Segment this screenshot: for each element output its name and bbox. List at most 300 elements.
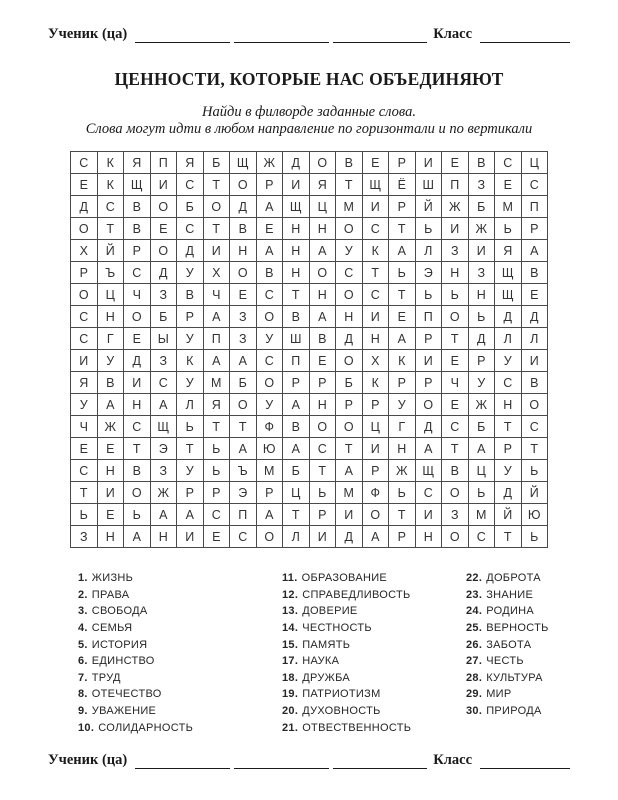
grid-cell: Д — [283, 152, 310, 174]
word-label: СЕМЬЯ — [91, 622, 133, 635]
word-number: 18. — [282, 671, 299, 684]
word-number: 5. — [78, 638, 88, 651]
grid-cell: Ь — [416, 218, 443, 240]
grid-cell: Ь — [469, 482, 496, 504]
grid-cell: Ш — [416, 174, 443, 196]
grid-cell: Д — [124, 350, 151, 372]
word-list-item — [466, 653, 549, 670]
word-number: 23. — [466, 588, 483, 601]
grid-cell: Ц — [98, 284, 125, 306]
grid-cell: Т — [204, 416, 231, 438]
grid-cell: Щ — [495, 262, 522, 284]
grid-cell: О — [336, 284, 363, 306]
grid-cell: С — [71, 306, 98, 328]
grid-cell: У — [257, 394, 284, 416]
grid-cell: С — [442, 416, 469, 438]
word-list-item — [78, 587, 282, 604]
grid-cell: А — [310, 240, 337, 262]
grid-cell: Д — [336, 328, 363, 350]
grid-cell: С — [98, 196, 125, 218]
grid-cell: И — [416, 152, 443, 174]
class-blank — [480, 754, 570, 769]
grid-cell: И — [98, 482, 125, 504]
grid-cell: Я — [310, 174, 337, 196]
word-list-item — [282, 603, 466, 620]
grid-cell: М — [336, 482, 363, 504]
grid-cell: Р — [257, 174, 284, 196]
student-name-blank — [135, 754, 230, 769]
grid-cell: Д — [177, 240, 204, 262]
word-label: ПРАВА — [91, 588, 130, 601]
grid-cell: П — [522, 196, 549, 218]
grid-cell: Д — [336, 526, 363, 548]
word-number: 26. — [466, 638, 483, 651]
student-name-blank — [333, 28, 428, 43]
word-list-item — [282, 703, 466, 720]
student-name-blank — [234, 754, 329, 769]
word-list-item — [282, 587, 466, 604]
word-label: РОДИНА — [486, 605, 535, 618]
grid-cell: Х — [71, 240, 98, 262]
grid-cell: О — [257, 526, 284, 548]
grid-cell: Ж — [257, 152, 284, 174]
grid-cell: Я — [124, 152, 151, 174]
grid-cell: Р — [310, 504, 337, 526]
grid-cell: Ь — [310, 482, 337, 504]
word-list-item — [466, 620, 549, 637]
grid-cell: Т — [283, 284, 310, 306]
grid-cell: Т — [495, 526, 522, 548]
grid-cell: О — [124, 306, 151, 328]
word-label: ДРУЖБА — [302, 671, 351, 684]
grid-cell: Р — [389, 196, 416, 218]
grid-cell: Е — [71, 174, 98, 196]
grid-cell: У — [336, 240, 363, 262]
grid-cell: В — [336, 152, 363, 174]
word-number: 20. — [282, 705, 299, 718]
grid-cell: С — [257, 350, 284, 372]
grid-cell: И — [522, 350, 549, 372]
grid-cell: У — [469, 372, 496, 394]
word-list-item — [78, 653, 282, 670]
grid-cell: З — [151, 350, 178, 372]
grid-cell: О — [522, 394, 549, 416]
grid-cell: Е — [310, 350, 337, 372]
grid-cell: Н — [363, 328, 390, 350]
grid-cell: И — [204, 240, 231, 262]
word-label: СВОБОДА — [91, 605, 148, 618]
footer-form-line — [48, 752, 570, 769]
grid-cell: П — [204, 328, 231, 350]
grid-cell: Р — [204, 482, 231, 504]
grid-cell: В — [177, 284, 204, 306]
grid-cell: П — [442, 174, 469, 196]
word-list-item — [466, 570, 549, 587]
grid-cell: Ь — [389, 262, 416, 284]
grid-cell: Е — [257, 218, 284, 240]
word-list-item — [78, 570, 282, 587]
grid-cell: И — [363, 196, 390, 218]
grid-cell: Щ — [283, 196, 310, 218]
grid-cell: К — [363, 240, 390, 262]
student-name-blank — [333, 754, 428, 769]
grid-cell: В — [469, 152, 496, 174]
grid-cell: К — [98, 152, 125, 174]
grid-cell: У — [71, 394, 98, 416]
grid-cell: С — [71, 328, 98, 350]
grid-cell: Т — [389, 284, 416, 306]
word-label: ЧЕСТНОСТЬ — [302, 622, 372, 635]
grid-cell: О — [204, 196, 231, 218]
grid-cell: М — [336, 196, 363, 218]
grid-cell: Э — [230, 482, 257, 504]
word-label: СОЛИДАРНОСТЬ — [98, 721, 194, 734]
grid-cell: Х — [363, 350, 390, 372]
grid-cell: С — [310, 438, 337, 460]
grid-cell: Б — [336, 372, 363, 394]
grid-cell: Р — [310, 372, 337, 394]
grid-cell: С — [363, 218, 390, 240]
grid-cell: И — [124, 372, 151, 394]
grid-cell: И — [363, 306, 390, 328]
grid-cell: Щ — [495, 284, 522, 306]
grid-cell: Ц — [310, 196, 337, 218]
grid-cell: Е — [98, 438, 125, 460]
grid-cell: К — [177, 350, 204, 372]
word-label: НАУКА — [302, 655, 340, 668]
grid-cell: Б — [283, 460, 310, 482]
grid-cell: Н — [98, 526, 125, 548]
word-list-item — [282, 670, 466, 687]
grid-cell: А — [98, 394, 125, 416]
word-label: УВАЖЕНИЕ — [91, 705, 157, 718]
grid-cell: Н — [283, 262, 310, 284]
grid-cell: Б — [151, 306, 178, 328]
grid-cell: О — [230, 174, 257, 196]
word-list-item — [78, 670, 282, 687]
grid-cell: Ы — [151, 328, 178, 350]
word-label: ПАМЯТЬ — [302, 638, 351, 651]
grid-cell: Ж — [151, 482, 178, 504]
grid-cell: В — [522, 372, 549, 394]
word-list-column-3 — [466, 570, 549, 736]
grid-cell: С — [469, 526, 496, 548]
grid-cell: Е — [363, 152, 390, 174]
word-label: МИР — [486, 688, 512, 701]
word-list-item — [466, 686, 549, 703]
grid-cell: О — [257, 372, 284, 394]
grid-cell: У — [257, 328, 284, 350]
grid-cell: Ж — [469, 394, 496, 416]
grid-cell: З — [442, 240, 469, 262]
grid-cell: А — [389, 328, 416, 350]
word-label: ОТЕЧЕСТВО — [91, 688, 162, 701]
grid-cell: Н — [230, 240, 257, 262]
grid-cell: Ё — [389, 174, 416, 196]
instructions-line-2: Слова могут идти в любом направление по горизонтали и по вертикали — [85, 121, 533, 137]
word-list-item — [78, 603, 282, 620]
grid-cell: Л — [416, 240, 443, 262]
grid-cell: Е — [495, 174, 522, 196]
word-number: 27. — [466, 655, 483, 668]
grid-cell: Е — [124, 328, 151, 350]
grid-cell: Р — [469, 350, 496, 372]
word-number: 30. — [466, 705, 483, 718]
grid-cell: И — [71, 350, 98, 372]
grid-cell: А — [257, 240, 284, 262]
word-label: ДУХОВНОСТЬ — [302, 705, 381, 718]
word-list-column-1 — [78, 570, 282, 736]
grid-cell: О — [151, 196, 178, 218]
grid-cell: О — [151, 240, 178, 262]
grid-cell: Д — [151, 262, 178, 284]
grid-cell: Р — [283, 372, 310, 394]
grid-cell: Т — [124, 438, 151, 460]
word-label: ЖИЗНЬ — [91, 572, 134, 585]
word-number: 19. — [282, 688, 299, 701]
grid-cell: З — [230, 306, 257, 328]
grid-cell: У — [495, 350, 522, 372]
grid-cell: Р — [257, 482, 284, 504]
grid-cell: Р — [363, 394, 390, 416]
word-list-item — [282, 719, 466, 736]
grid-cell: В — [310, 328, 337, 350]
grid-cell: Е — [442, 152, 469, 174]
grid-cell: У — [495, 460, 522, 482]
grid-cell: Ц — [522, 152, 549, 174]
student-label: Ученик (ца) — [48, 26, 128, 42]
grid-cell: Н — [310, 284, 337, 306]
grid-cell: О — [442, 482, 469, 504]
grid-cell: Н — [98, 306, 125, 328]
word-number: 8. — [78, 688, 88, 701]
word-label: ЗАБОТА — [486, 638, 532, 651]
grid-cell: Ъ — [230, 460, 257, 482]
word-number: 4. — [78, 622, 88, 635]
grid-cell: В — [283, 306, 310, 328]
grid-cell: С — [416, 482, 443, 504]
grid-cell: О — [230, 394, 257, 416]
grid-cell: Я — [71, 372, 98, 394]
grid-cell: В — [257, 262, 284, 284]
instructions — [48, 104, 570, 138]
grid-cell: Р — [71, 262, 98, 284]
header-form-line — [48, 26, 570, 43]
grid-cell: О — [310, 152, 337, 174]
grid-cell: А — [124, 526, 151, 548]
grid-cell: А — [230, 438, 257, 460]
grid-cell: Р — [522, 218, 549, 240]
grid-cell: Н — [336, 306, 363, 328]
word-list-item — [78, 636, 282, 653]
grid-cell: Р — [177, 306, 204, 328]
word-list-item — [78, 703, 282, 720]
grid-cell: Я — [177, 152, 204, 174]
grid-cell: Ь — [495, 218, 522, 240]
word-label: ИСТОРИЯ — [91, 638, 148, 651]
grid-cell: Т — [336, 438, 363, 460]
grid-cell: Р — [495, 438, 522, 460]
grid-cell: В — [124, 196, 151, 218]
grid-cell: А — [230, 350, 257, 372]
word-label: ПАТРИОТИЗМ — [302, 688, 381, 701]
grid-cell: И — [416, 504, 443, 526]
grid-cell: А — [283, 438, 310, 460]
grid-cell: Ф — [257, 416, 284, 438]
grid-cell: Щ — [230, 152, 257, 174]
grid-cell: Н — [310, 394, 337, 416]
word-number: 2. — [78, 588, 88, 601]
grid-cell: Ь — [177, 416, 204, 438]
grid-cell: Ц — [283, 482, 310, 504]
grid-cell: Б — [469, 416, 496, 438]
grid-cell: Ь — [124, 504, 151, 526]
grid-cell: Е — [442, 350, 469, 372]
grid-cell: С — [177, 174, 204, 196]
grid-cell: Т — [389, 218, 416, 240]
grid-cell: А — [204, 306, 231, 328]
word-label: СПРАВЕДЛИВОСТЬ — [302, 588, 411, 601]
grid-cell: П — [283, 350, 310, 372]
word-number: 12. — [282, 588, 299, 601]
grid-cell: Т — [177, 438, 204, 460]
grid-cell: И — [363, 438, 390, 460]
grid-cell: О — [71, 218, 98, 240]
word-number: 1. — [78, 572, 88, 585]
grid-cell: Ю — [522, 504, 549, 526]
word-number: 21. — [282, 721, 299, 734]
word-number: 28. — [466, 671, 483, 684]
grid-cell: З — [151, 460, 178, 482]
word-list-item — [466, 703, 549, 720]
grid-cell: П — [151, 152, 178, 174]
grid-cell: Ь — [522, 526, 549, 548]
grid-cell: Н — [151, 526, 178, 548]
grid-cell: Я — [495, 240, 522, 262]
class-label: Класс — [433, 26, 473, 42]
grid-cell: У — [177, 372, 204, 394]
student-name-blank — [135, 28, 230, 43]
word-list-item — [282, 686, 466, 703]
grid-cell: Т — [283, 504, 310, 526]
grid-cell: Р — [177, 482, 204, 504]
student-name-blank — [234, 28, 329, 43]
grid-cell: Н — [495, 394, 522, 416]
grid-cell: Ц — [469, 460, 496, 482]
grid-cell: Е — [389, 306, 416, 328]
grid-cell: Т — [363, 262, 390, 284]
grid-cell: И — [177, 526, 204, 548]
grid-cell: Е — [98, 504, 125, 526]
grid-cell: Р — [389, 526, 416, 548]
grid-cell: А — [283, 394, 310, 416]
grid-cell: И — [310, 526, 337, 548]
grid-cell: В — [522, 262, 549, 284]
word-search-grid — [70, 151, 548, 548]
grid-cell: Н — [98, 460, 125, 482]
grid-cell: А — [257, 504, 284, 526]
grid-cell: Л — [495, 328, 522, 350]
grid-cell: Ж — [469, 218, 496, 240]
word-number: 6. — [78, 655, 88, 668]
grid-cell: Ь — [469, 306, 496, 328]
word-list-item — [466, 603, 549, 620]
word-list-item — [282, 653, 466, 670]
grid-cell: С — [522, 174, 549, 196]
grid-cell: А — [389, 240, 416, 262]
grid-cell: О — [442, 526, 469, 548]
grid-cell: Ц — [363, 416, 390, 438]
grid-cell: Р — [124, 240, 151, 262]
grid-cell: В — [124, 460, 151, 482]
grid-cell: Т — [389, 504, 416, 526]
word-list-column-2 — [282, 570, 466, 736]
grid-cell: З — [469, 262, 496, 284]
grid-cell: Е — [442, 394, 469, 416]
grid-cell: М — [469, 504, 496, 526]
grid-cell: У — [177, 460, 204, 482]
grid-cell: С — [522, 416, 549, 438]
word-label: КУЛЬТУРА — [486, 671, 543, 684]
grid-cell: Ь — [204, 460, 231, 482]
grid-cell: Д — [495, 482, 522, 504]
grid-cell: И — [283, 174, 310, 196]
grid-cell: Ь — [416, 284, 443, 306]
grid-cell: З — [442, 504, 469, 526]
grid-cell: Й — [495, 504, 522, 526]
grid-cell: О — [416, 394, 443, 416]
grid-cell: А — [336, 460, 363, 482]
grid-cell: Л — [177, 394, 204, 416]
word-number: 7. — [78, 671, 88, 684]
grid-cell: Э — [151, 438, 178, 460]
grid-cell: Н — [283, 240, 310, 262]
grid-cell: М — [257, 460, 284, 482]
grid-cell: Д — [469, 328, 496, 350]
word-label: ЗНАНИЕ — [486, 588, 534, 601]
word-label: ОБРАЗОВАНИЕ — [301, 572, 388, 585]
word-number: 24. — [466, 605, 483, 618]
grid-cell: С — [71, 152, 98, 174]
grid-cell: И — [442, 218, 469, 240]
word-number: 10. — [78, 721, 95, 734]
word-label: ЕДИНСТВО — [91, 655, 155, 668]
grid-cell: Ф — [363, 482, 390, 504]
grid-cell: С — [124, 416, 151, 438]
grid-cell: Ь — [204, 438, 231, 460]
grid-cell: Т — [495, 416, 522, 438]
grid-cell: Ч — [124, 284, 151, 306]
grid-cell: П — [416, 306, 443, 328]
grid-cell: Ч — [442, 372, 469, 394]
word-list-item — [466, 636, 549, 653]
word-list-item — [78, 719, 282, 736]
grid-cell: У — [177, 328, 204, 350]
grid-cell: С — [204, 504, 231, 526]
grid-cell: Т — [98, 218, 125, 240]
grid-cell: О — [310, 416, 337, 438]
word-label: ВЕРНОСТЬ — [486, 622, 549, 635]
grid-cell: Д — [71, 196, 98, 218]
grid-cell: И — [416, 350, 443, 372]
word-label: ТРУД — [91, 671, 121, 684]
grid-cell: О — [230, 262, 257, 284]
grid-cell: А — [310, 306, 337, 328]
grid-cell: Е — [71, 438, 98, 460]
grid-cell: К — [98, 174, 125, 196]
grid-cell: Ю — [257, 438, 284, 460]
grid-cell: Р — [389, 152, 416, 174]
